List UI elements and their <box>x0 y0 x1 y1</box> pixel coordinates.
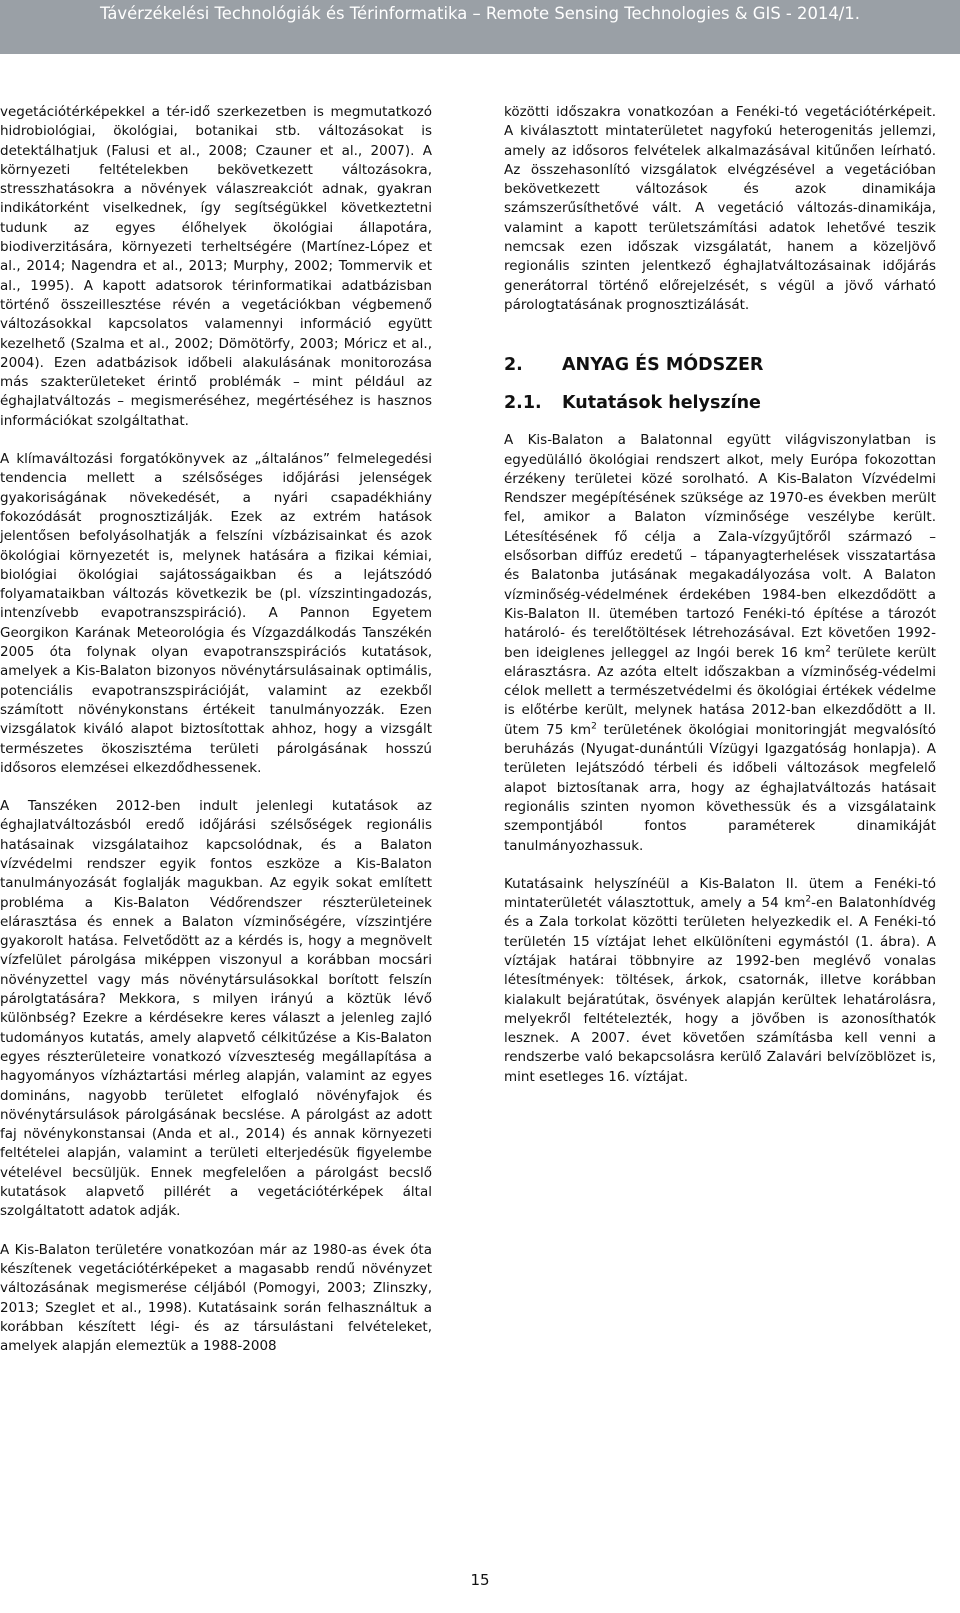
text-run: Kutatásaink helyszínéül a Kis-Balaton II. ütem a Fenéki-tó mintaterületét választottuk, amely a 54 km <box>504 875 936 912</box>
paragraph: A Kis-Balaton területére vonatkozóan már az 1980-as évek óta készítenek vegetációtérképeket a magasabb rendű növényzet változásának megismerése céljából (Pomogyi, 2003; Zlinszky, 2013; Szeglet et al., 1998). Kutatásaink során felhasználtuk a korábban készített légi- és az társulástani felvételeket, amelyek alapján elemeztük a 1988-2008 <box>0 1241 432 1355</box>
running-header: Távérzékelési Technológiák és Térinformatika – Remote Sensing Technologies & GIS - 2014/1. <box>100 4 860 23</box>
section-title: ANYAG ÉS MÓDSZER <box>562 355 764 376</box>
paragraph: közötti időszakra vonatkozóan a Fenéki-tó vegetációtérképeit. A kiválasztott mintaterületet nagyfokú heterogenitás jellemzi, amely az idősoros felvételek alkalmazásával kitűnően leírható. Az összehasonlító vizsgálatok elvégzésével a vegetációban bekövetkezett változások és azok dinamikája számszerűsíthetővé vált. A vegetáció változás-dinamikája, valamint a kapott területszámítási adatok lehetővé teszik nemcsak ezen időszak vizsgálatát, hanem a közeljövő regionális szinten jelentkező éghajlatváltozásainak időjárás generátorral történő előrejelzését, s végül a jövő várható párologtatásának prognosztizálását. <box>504 104 936 313</box>
subsection-heading <box>504 391 936 415</box>
right-column <box>504 103 936 1087</box>
page-number: 15 <box>470 1571 490 1589</box>
text-run: területe került elárasztásra. Az azóta eltelt időszakban a vízminőség-védelmi célok mellett a természetvédelmi és ökológiai értékek védelme is előtérbe került, melynek hatása 2012-ban elkezdődött a II. ütem 75 km <box>504 644 936 738</box>
paragraph: A klímaváltozási forgatókönyvek az „általános” felmelegedési tendencia mellett a szélsőséges időjárási jelenségek gyakoriságának növekedését, a nyári csapadékhiány fokozódását prognosztizálják. Ezek az extrém hatások jelentősen befolyásolhatják a felszíni vízbázisainkat és azok ökológiai környezetét is, melynek hatására a fizikai kémiai, biológiai ökológiai sajátosságaikban és a lejátszódó folyamataikban változás következik be (pl. vízszintingadozás, intenzívebb evapotranszspiráció). A Pannon Egyetem Georgikon Karának Meteorológia és Vízgazdálkodás Tanszékén 2005 óta folynak olyan evapotranszspirációs kutatások, amelyek a Kis-Balaton bizonyos növénytársulásainak optimális, potenciális evapotranszspirációját, valamint az ezekből számított növénykonstans értékeit tanulmányozzák. Ezen vizsgálatok kiváló alapot biztosítottak ahhoz, hogy a vizsgált természetes ökoszisztéma területi párolgásának hosszú idősoros elemzései elkezdődhessenek. <box>0 451 432 776</box>
paragraph <box>504 431 936 856</box>
text-run: A Kis-Balaton a Balatonnal együtt világviszonylatban is egyedülálló ökológiai rendszert alkot, mely Európa fokozottan érzékeny területei közé sorolható. A Kis-Balaton Vízvédelmi Rendszer megépítésének szüksége az 1970-es években merült fel, amikor a Balaton vízminősége veszélybe került. Létesítésének fő célja a Zala-vízgyűjtőről származó – elsősorban diffúz eredetű – tápanyagterhelések visszatartása és Balatonba jutásának megakadályozása volt. A Balaton vízminőség-védelmének érdekében 1984-ben elkezdődött a Kis-Balaton II. ütemében tartozó Fenéki-tó építése a tározót határoló- és terelőtöltések létrehozásával. Ezt követően 1992-ben ideiglenes jelleggel az Ingói berek 16 km <box>504 432 936 661</box>
section-heading <box>504 353 936 377</box>
paragraph: vegetációtérképekkel a tér-idő szerkezetben is megmutatkozó hidrobiológiai, ökológiai, botanikai stb. változásokat is detektálhatjuk (Falusi et al., 2008; Czauner et al., 2007). A környezeti feltételekben bekövetkezett változásokra, stresszhatásokra a növények válaszreakciót adnak, gyakran indikátorként viselkednek, így segítségükkel következtetni tudunk az egyes élőhelyek ökológiai állapotára, biodiverzitására, környezeti terheltségére (Martínez-López et al., 2014; Nagendra et al., 2013; Murphy, 2002; Tommervik et al., 1995). A kapott adatsorok térinformatikai adatbázisban történő összeillesztése révén a vegetációkban végbemenő változásokkal kapcsolatos valamennyi információ együtt kezelhető (Szalma et al., 2002; Dömötörfy, 2003; Móricz et al., 2004). Ezen adatbázisok időbeli alakulásának monitorozása más szakterületeket érintő problémák – mint például az éghajlatváltozás – megismeréséhez, megértéséhez is hasznos információkat szolgáltathat. <box>0 104 432 429</box>
paragraph <box>504 875 936 1087</box>
section-number: 2. <box>504 355 523 376</box>
subsection-number: 2.1. <box>504 393 542 414</box>
superscript: 2 <box>805 894 812 905</box>
text-run: -en Balatonhídvég és a Zala torkolat közötti területen helyezkedik el. A Fenéki-tó területén 15 víztájat lehet elkülöníteni egymástól (1. ábra). A víztájak határai többnyire az 1992-ben meglévő vonalas létesítmények: töltések, árkok, csatornák, illetve korábban kialakult bejáratútak, ösvények alapján kerültek lehatárolásra, melyekről feltételezték, hogy a jövőben is azonosíthatók lesznek. A 2007. évet követően számításba kell venni a rendszerbe való bekapcsolásra kerülő Zalavári belvízöblözet is, mint esetleges 16. víztájat. <box>504 895 937 1085</box>
subsection-title: Kutatások helyszíne <box>562 393 761 414</box>
text-run: területének ökológiai monitoringját megvalósító beruházás (Nyugat-dunántúli Vízügyi Igazgatóság honlapja). A területen lejátszódó térbeli és időbeli változások megfelelő alapot biztosítanak arra, hogy az éghajlatváltozás hatásait regionális szinten nyomon követhessük és a vizsgálataink szempontjából fontos paraméterek dinamikáját tanulmányozhassuk. <box>504 721 936 854</box>
left-column <box>0 103 432 1356</box>
superscript: 2 <box>825 644 831 655</box>
superscript: 2 <box>591 721 597 732</box>
paragraph: A Tanszéken 2012-ben indult jelenlegi kutatások az éghajlatváltozásból eredő időjárási szélsőségek regionális hatásainak vizsgálataihoz kapcsolódnak, és a Balaton vízvédelmi rendszer egyik fontos eszköze a Kis-Balaton tanulmányozását foglalják magukban. Az egyik sokat említett probléma a Kis-Balaton Védőrendszer részterületeinek elárasztása és ennek a Balaton vízminőségére, vízszintjére gyakorolt hatása. Felvetődött az a kérdés is, hogy a megnövelt vízfelület párolgása miképpen viszonyul a korábban mocsári növényzettel vagy más növénytársulásokkal borított felszín párolgtatására? Mekkora, s milyen irányú a köztük lévő különbség? Ezekre a kérdésekre keres választ a jelenleg zajló tudományos kutatás, amely alapvető célkitűzése a Kis-Balaton egyes részterületeire vonatkozó vízveszteség megállapítása a hagyományos vízháztartási mérleg alapján, valamint az egyes domináns, nagyobb területet elfoglaló növényfajok és növénytársulások párolgásának becslése. A párolgást az adott faj növénykonstansai (Anda et al., 2014) és annak környezeti feltételei alapján, valamint a területi elterjedésük figyelembe vételével becsüljük. Ennek megfelelően a párolgást becslő kutatások alapvető pillérét a vegetációtérképek által szolgáltatott adatok adják. <box>0 798 432 1220</box>
